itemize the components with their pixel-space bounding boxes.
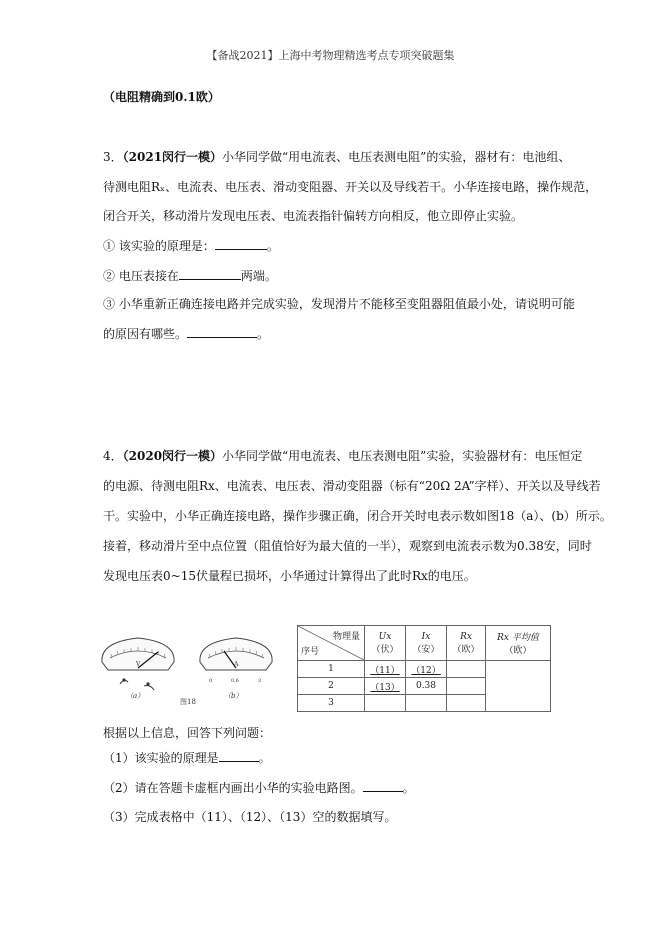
q4-prompt: 根据以上信息，回答下列问题：: [103, 726, 272, 740]
q4-sub-1: [103, 750, 271, 765]
voltmeter-letter: V: [136, 661, 141, 668]
resistance-precision-note: （电阻精确到0.1欧）: [103, 90, 220, 104]
table-header-row: [298, 626, 551, 661]
row-2-ux[interactable]: （13）: [365, 678, 406, 695]
header-rx: Rx （欧）: [447, 626, 486, 661]
row-3-rx[interactable]: [447, 695, 486, 712]
figure-18-meters: [98, 634, 278, 706]
q3-item-3-text: 的原因有哪些。: [103, 327, 188, 341]
figure-label-a: （a）: [126, 692, 145, 700]
corner-label-quantity: 物理量: [332, 632, 360, 642]
q3-item-1-text: ① 该实验的原理是：: [103, 239, 215, 253]
table-corner-cell: [298, 626, 365, 661]
row-2-index: 2: [298, 678, 365, 695]
row-3-index: 3: [298, 695, 365, 712]
data-table: [297, 625, 551, 712]
q3-item-1-end: 。: [266, 239, 279, 253]
q4-sub-1-end: 。: [258, 751, 271, 765]
row-1-ux[interactable]: （11）: [365, 661, 406, 678]
figure-label-b: （b）: [224, 692, 243, 700]
row-2-rx[interactable]: [447, 678, 486, 695]
ammeter-terminal-0-6: 0.6: [231, 678, 239, 684]
q3-item-3-line-1: ③ 小华重新正确连接电路并完成实验，发现滑片不能移至变阻器阻值最小处，请说明可能: [103, 297, 575, 311]
q3-item-2-blank[interactable]: [179, 268, 241, 280]
header-rx-average: Rx 平均值 （欧）: [486, 626, 551, 661]
q4-text-1: 小华同学做“用电流表、电压表测电阻”实验，实验器材有：电压恒定: [222, 449, 583, 463]
figure-caption: 图18: [180, 698, 196, 706]
ammeter-letter: A: [234, 661, 239, 668]
row-1-rx[interactable]: [447, 661, 486, 678]
corner-label-index: 序号: [301, 647, 320, 657]
q4-line-1: [103, 449, 582, 463]
q4-line-2: 的电源、待测电阻Rx、电流表、电压表、滑动变阻器（标有“20Ω 2A”字样）、开关以及导线若: [103, 479, 601, 493]
q3-number: 3．: [103, 150, 123, 164]
row-1-ix[interactable]: （12）: [406, 661, 447, 678]
q4-number: 4．: [103, 449, 123, 463]
q3-item-2-end: 两端。: [240, 269, 277, 283]
q4-source: （2020闵行一模）: [122, 449, 223, 463]
header-ix: Ix （安）: [406, 626, 447, 661]
q3-item-2: [103, 268, 277, 283]
q3-item-3-end: 。: [257, 327, 270, 341]
q4-sub-3: （3）完成表格中（11）、（12）、（13）空的数据填写。: [103, 810, 397, 824]
voltmeter-dial: [102, 638, 174, 690]
q3-source: （2021闵行一模）: [122, 150, 223, 164]
q3-item-2-text: ② 电压表接在: [103, 269, 179, 283]
table-row: [298, 661, 551, 678]
row-3-ix[interactable]: [406, 695, 447, 712]
q3-item-3-blank[interactable]: [187, 326, 257, 338]
q3-text-1: 小华同学做“用电流表、电压表测电阻”的实验，器材有：电池组、: [222, 150, 571, 164]
q3-line-3: 闭合开关，移动滑片发现电压表、电流表指针偏转方向相反，他立即停止实验。: [103, 209, 524, 223]
q4-line-5: 发现电压表0~15伏量程已损坏，小华通过计算得出了此时Rx的电压。: [103, 569, 476, 583]
header-ux: Ux （伏）: [365, 626, 406, 661]
q4-sub-2-blank[interactable]: [363, 780, 403, 792]
q4-sub-2-text: （2）请在答题卡虚框内画出小华的实验电路图。: [103, 781, 363, 795]
row-3-ux[interactable]: [365, 695, 406, 712]
q4-line-3: 干。实验中，小华正确连接电路，操作步骤正确，闭合开关时电表示数如图18（a）、(b）所示。: [103, 509, 612, 523]
row-1-index: 1: [298, 661, 365, 678]
q3-item-1-blank[interactable]: [215, 238, 267, 250]
q4-sub-2-end: 。: [402, 781, 415, 795]
ammeter-terminal-0: 0: [209, 678, 213, 684]
ammeter-terminal-3: 3: [258, 678, 262, 684]
row-2-ix: 0.38: [406, 678, 447, 695]
q4-sub-1-blank[interactable]: [219, 750, 259, 762]
q4-sub-1-text: （1）该实验的原理是: [103, 751, 219, 765]
q4-line-4: 接着，移动滑片至中点位置（阻值恰好为最大值的一半），观察到电流表示数为0.38安，同时: [103, 539, 592, 553]
q4-sub-2: [103, 780, 415, 795]
rx-average-cell[interactable]: [486, 661, 551, 712]
ammeter-dial: [200, 638, 272, 684]
page-header: 【备战2021】上海中考物理精选考点专项突破题集: [206, 49, 455, 62]
q3-item-1: [103, 238, 279, 253]
q3-line-2: 待测电阻Rₓ、电流表、电压表、滑动变阻器、开关以及导线若干。小华连接电路，操作规范，: [103, 180, 598, 194]
q3-line-1: [103, 150, 570, 164]
q3-item-3-line-2: [103, 326, 269, 341]
